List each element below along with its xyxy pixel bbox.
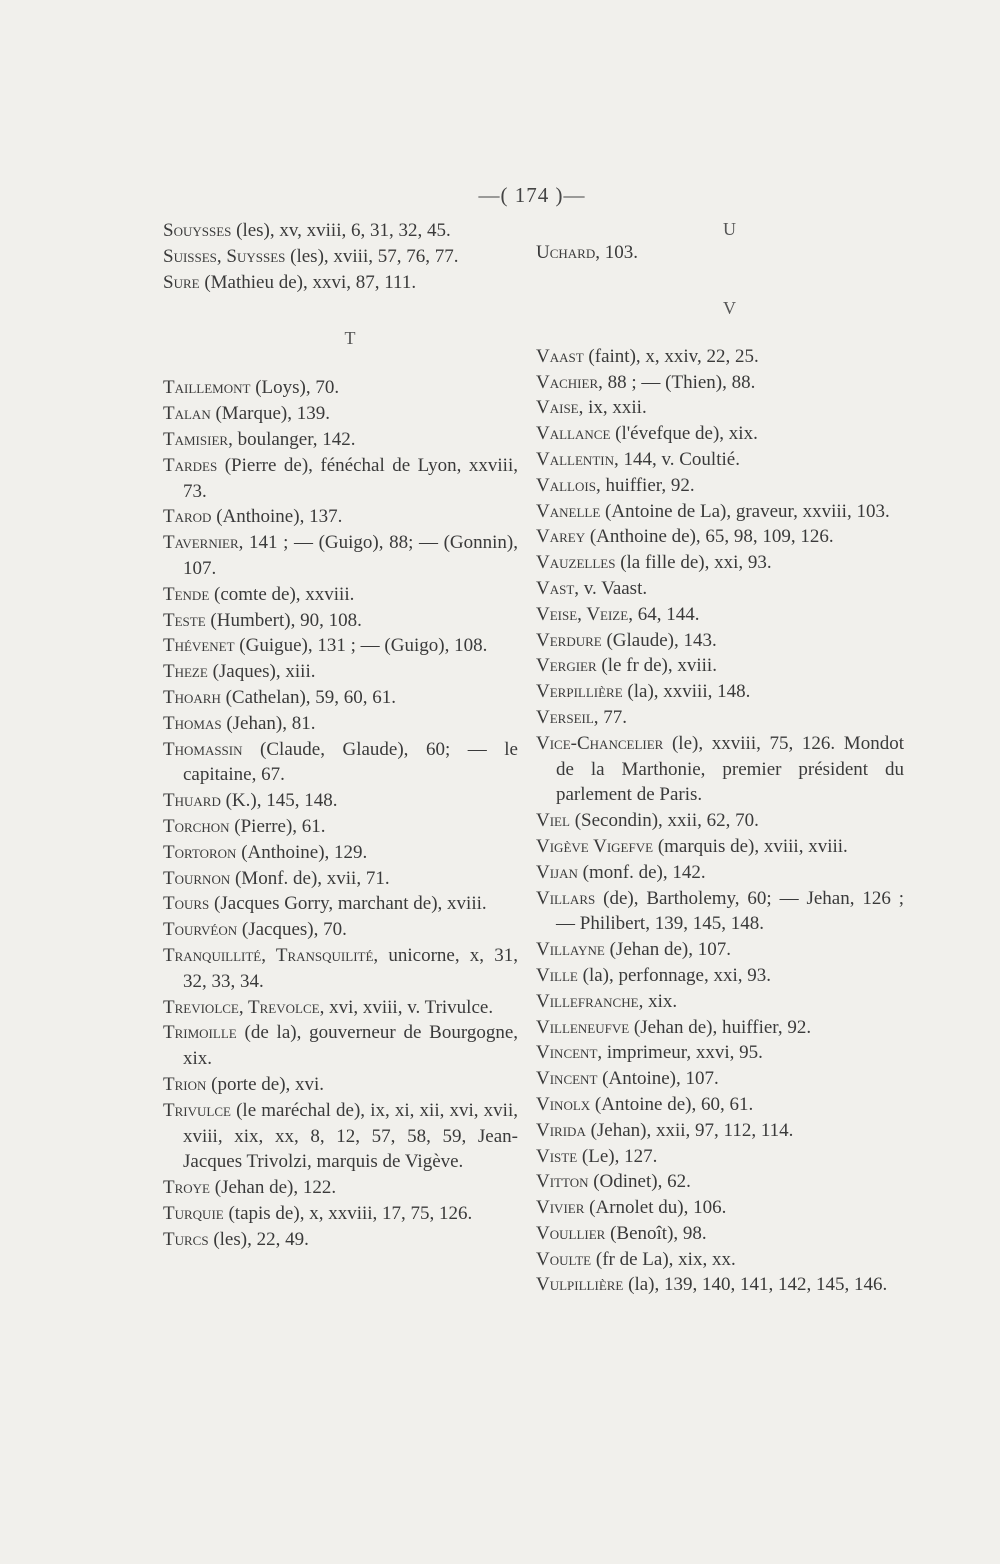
entry-references: , xvi, xviii, v. Trivulce. (319, 996, 494, 1018)
entry-name: Veise, Veize (536, 603, 629, 625)
entry-references: (Jaques), xiii. (207, 661, 316, 683)
entry-references: , 141 ; — (Guigo), 88; — (Gonnin), 107. (183, 532, 518, 579)
entry-name: Villeneufve (536, 1016, 630, 1038)
index-entry (163, 659, 518, 685)
index-entry (163, 453, 518, 505)
entry-name: Villars (536, 887, 596, 909)
entry-name: Vincent (536, 1042, 598, 1064)
index-entry (163, 737, 518, 789)
index-entry (163, 995, 518, 1021)
entry-references: (K.), 145, 148. (220, 790, 338, 812)
entry-references: (Pierre de), fénéchal de Lyon, xxviii, 73. (183, 454, 518, 502)
page-number: —( 174 )— (478, 183, 586, 207)
entry-references: (Glaude), 143. (601, 629, 717, 651)
index-entry (163, 530, 518, 582)
entry-references: , boulanger, 142. (228, 428, 356, 450)
entry-name: Trion (163, 1073, 207, 1095)
index-entry (536, 499, 904, 525)
entry-name: Thévenet (163, 635, 235, 657)
entry-references: (Anthoine), 129. (236, 841, 368, 863)
entry-references: (marquis de), xviii, xviii. (653, 835, 848, 857)
entry-references: (Benoît), 98. (605, 1222, 707, 1244)
index-entry (536, 1221, 904, 1247)
index-entry (163, 814, 518, 840)
index-entry (536, 421, 904, 447)
entry-name: Tours (163, 893, 210, 915)
entry-references: , 103. (595, 242, 638, 263)
entry-references: (faint), x, xxiv, 22, 25. (583, 345, 759, 367)
index-entry (163, 582, 518, 608)
index-entry (163, 943, 518, 995)
index-entry (536, 1144, 904, 1170)
entry-references: (les), 22, 49. (208, 1228, 309, 1250)
entry-references: , 77. (593, 706, 628, 728)
entry-references: (Marque), 139. (210, 403, 330, 425)
entry-name: Tarod (163, 506, 212, 528)
entry-references: (Jacques Gorry, marchant de), xviii. (209, 893, 487, 915)
entry-references: , ix, xxii. (578, 397, 647, 419)
entry-references: (Jehan de), huiffier, 92. (629, 1016, 812, 1038)
entry-name: Tranquillité, Transquilité (163, 944, 374, 966)
entry-name: Trimoille (163, 1022, 237, 1044)
entry-references: (Guigue), 131 ; — (Guigo), 108. (234, 635, 488, 657)
entry-name: Vachier (536, 371, 599, 393)
entry-references: (Arnolet du), 106. (584, 1197, 727, 1219)
index-entry (163, 685, 518, 711)
entry-name: Vallois (536, 474, 596, 496)
entry-references: (tapis de), x, xxviii, 17, 75, 126. (223, 1202, 473, 1224)
index-entry (163, 504, 518, 530)
index-entry (536, 705, 904, 731)
index-entry (536, 653, 904, 679)
entry-references: (la), xxviii, 148. (622, 681, 751, 703)
entry-references: (Jehan de), 107. (604, 939, 731, 961)
entry-name: Thomas (163, 712, 222, 734)
entry-name: Teste (163, 609, 206, 631)
entry-references: (les), xviii, 57, 76, 77. (285, 245, 459, 267)
entry-name: Vaast (536, 345, 584, 367)
entry-name: Tende (163, 583, 210, 605)
entry-name: Vulpillière (536, 1274, 624, 1296)
entry-name: Vanelle (536, 500, 601, 522)
entry-name: Vincent (536, 1068, 598, 1090)
entry-references: (Jacques), 70. (237, 919, 347, 941)
index-entry (536, 473, 904, 499)
index-entry (536, 1066, 904, 1092)
entry-name: Villefranche (536, 990, 639, 1012)
index-entry (163, 711, 518, 737)
index-entry (163, 427, 518, 453)
entry-name: Villayne (536, 939, 605, 961)
entry-name: Vitton (536, 1171, 589, 1193)
entry-name: Thoarh (163, 686, 221, 708)
index-entry (163, 1227, 518, 1253)
index-entry (536, 576, 904, 602)
entry-name: Torchon (163, 815, 230, 837)
index-entry (163, 891, 518, 917)
entry-references: , 64, 144. (628, 603, 700, 625)
index-entry (536, 1169, 904, 1195)
entry-name: Taillemont (163, 377, 251, 399)
index-column-right (536, 218, 904, 1298)
entry-name: Treviolce, Trevolce (163, 996, 320, 1018)
entry-name: Trivulce (163, 1099, 231, 1121)
index-entry (536, 808, 904, 834)
entry-name: Virida (536, 1119, 586, 1141)
entry-references: (Cathelan), 59, 60, 61. (220, 686, 397, 708)
entry-references: (fr de La), xix, xx. (591, 1248, 736, 1270)
entry-name: Vigève Vigefve (536, 835, 654, 857)
entry-name: Uchard (536, 242, 596, 263)
index-column-left (163, 218, 518, 1252)
entry-name: Thomassin (163, 738, 243, 760)
entry-group-v (536, 344, 904, 1298)
index-entry (536, 963, 904, 989)
entry-group-s (163, 218, 518, 295)
index-entry (536, 989, 904, 1015)
index-entry (163, 866, 518, 892)
entry-group-t (163, 375, 518, 1252)
entry-references: (le), xxviii, 75, 126. Mondot de la Marthonie, premier président du parlement de Paris. (556, 732, 904, 806)
entry-name: Tourvéon (163, 919, 238, 941)
entry-name: Verpillière (536, 681, 623, 703)
entry-references: , 88 ; — (Thien), 88. (598, 371, 756, 393)
index-entry (536, 1015, 904, 1041)
entry-references: (Anthoine), 137. (211, 506, 343, 528)
entry-name: Tortoron (163, 841, 237, 863)
index-entry (163, 375, 518, 401)
entry-name: Troye (163, 1177, 210, 1199)
index-entry (163, 1072, 518, 1098)
entry-name: Varey (536, 526, 586, 548)
index-entry (163, 1201, 518, 1227)
index-entry (536, 679, 904, 705)
entry-references: (monf. de), 142. (577, 861, 706, 883)
entry-references: (Jehan), xxii, 97, 112, 114. (585, 1119, 794, 1141)
entry-references: (Antoine de La), graveur, xxviii, 103. (600, 500, 890, 522)
entry-references: (Monf. de), xvii, 71. (230, 867, 390, 889)
section-heading-v: V (723, 297, 737, 318)
index-entry (536, 1118, 904, 1144)
index-entry (163, 1098, 518, 1175)
entry-references: (Antoine de), 60, 61. (590, 1093, 754, 1115)
entry-references: (Le), 127. (577, 1145, 658, 1167)
entry-references: (la fille de), xxi, 93. (615, 552, 772, 574)
index-entry (536, 524, 904, 550)
entry-references: (comte de), xxviii. (209, 583, 355, 605)
entry-name: Verdure (536, 629, 602, 651)
entry-name: Viel (536, 810, 570, 832)
entry-references: (porte de), xvi. (206, 1073, 325, 1095)
entry-references: (Jehan), 81. (221, 712, 316, 734)
entry-name: Suisses, Suysses (163, 245, 286, 267)
section-heading-t: T (344, 328, 357, 349)
entry-references: (Claude, Glaude), 60; — le capitaine, 67. (183, 738, 518, 786)
index-entry (163, 840, 518, 866)
index-entry (536, 628, 904, 654)
index-entry (163, 608, 518, 634)
entry-references: , imprimeur, xxvi, 95. (597, 1042, 763, 1064)
entry-references: (le maréchal de), ix, xi, xii, xvi, xvii, xviii, xix, xx, 8, 12, 57, 58, 59, Jean-Jacques Trivolzi, marquis de Vigève. (183, 1099, 518, 1173)
entry-name: Voulte (536, 1248, 592, 1270)
entry-references: (Antoine), 107. (597, 1068, 719, 1090)
entry-name: Vast (536, 577, 575, 599)
entry-references: , v. Vaast. (574, 577, 648, 599)
entry-references: (de la), gouverneur de Bourgogne, xix. (183, 1022, 518, 1070)
index-entry (536, 1272, 904, 1298)
entry-references: (Anthoine de), 65, 98, 109, 126. (585, 526, 834, 548)
index-entry (536, 1247, 904, 1273)
index-entry (536, 344, 904, 370)
entry-name: Tamisier (163, 428, 229, 450)
entry-references: (les), xv, xviii, 6, 31, 32, 45. (231, 220, 451, 241)
entry-name: Talan (163, 403, 211, 425)
entry-references: (Odinet), 62. (588, 1171, 691, 1193)
entry-name: Turcs (163, 1228, 209, 1250)
entry-references: (Humbert), 90, 108. (205, 609, 362, 631)
index-entry (163, 633, 518, 659)
entry-name: Verseil (536, 706, 594, 728)
entry-name: Theze (163, 661, 208, 683)
entry-name: Thuard (163, 790, 221, 812)
index-entry (536, 550, 904, 576)
entry-references: (Pierre), 61. (229, 815, 326, 837)
index-entry (163, 1175, 518, 1201)
entry-name: Vice-Chancelier (536, 732, 664, 754)
entry-references: , xix. (638, 990, 678, 1012)
index-entry (163, 917, 518, 943)
entry-name: Tardes (163, 454, 218, 476)
entry-name: Tournon (163, 867, 231, 889)
index-entry (536, 731, 904, 808)
entry-name: Souysses (163, 220, 232, 241)
index-entry (536, 1195, 904, 1221)
index-entry (536, 860, 904, 886)
entry-references: (la), 139, 140, 141, 142, 145, 146. (623, 1274, 888, 1296)
index-entry (163, 1020, 518, 1072)
entry-name: Vaise (536, 397, 579, 419)
index-entry (536, 1040, 904, 1066)
entry-name: Vauzelles (536, 552, 616, 574)
entry-group-u (536, 240, 904, 266)
entry-references: (Loys), 70. (250, 377, 340, 399)
entry-references: (de), Bartholemy, 60; — Jehan, 126 ; — Philibert, 139, 145, 148. (556, 887, 904, 935)
index-entry (536, 395, 904, 421)
index-entry (536, 370, 904, 396)
entry-name: Vijan (536, 861, 578, 883)
section-heading-u: U (723, 219, 737, 239)
entry-name: Vallance (536, 423, 611, 445)
entry-name: Vallentin (536, 448, 614, 470)
entry-name: Vergier (536, 655, 597, 677)
index-entry (163, 244, 518, 270)
index-entry (536, 886, 904, 938)
entry-name: Sure (163, 271, 200, 293)
entry-references: (l'évefque de), xix. (610, 423, 758, 445)
entry-references: , unicorne, x, 31, 32, 33, 34. (183, 944, 518, 992)
entry-name: Turquie (163, 1202, 224, 1224)
entry-name: Viste (536, 1145, 578, 1167)
index-entry (163, 788, 518, 814)
index-entry (163, 270, 518, 296)
index-entry (536, 602, 904, 628)
entry-name: Tavernier (163, 532, 239, 554)
entry-name: Vivier (536, 1197, 585, 1219)
entry-references: (Mathieu de), xxvi, 87, 111. (199, 271, 417, 293)
entry-references: (Secondin), xxii, 62, 70. (569, 810, 759, 832)
index-entry (536, 1092, 904, 1118)
entry-name: Ville (536, 964, 578, 986)
index-entry (536, 447, 904, 473)
entry-name: Vinolx (536, 1093, 591, 1115)
entry-references: , 144, v. Coultié. (613, 448, 740, 470)
index-entry (536, 834, 904, 860)
entry-references: , huiffier, 92. (595, 474, 695, 496)
entry-name: Voullier (536, 1222, 606, 1244)
entry-references: (le fr de), xviii. (596, 655, 717, 677)
index-entry (163, 218, 518, 244)
index-entry (536, 937, 904, 963)
entry-references: (la), perfonnage, xxi, 93. (577, 964, 771, 986)
index-entry (536, 240, 904, 266)
entry-references: (Jehan de), 122. (210, 1177, 337, 1199)
index-entry (163, 401, 518, 427)
